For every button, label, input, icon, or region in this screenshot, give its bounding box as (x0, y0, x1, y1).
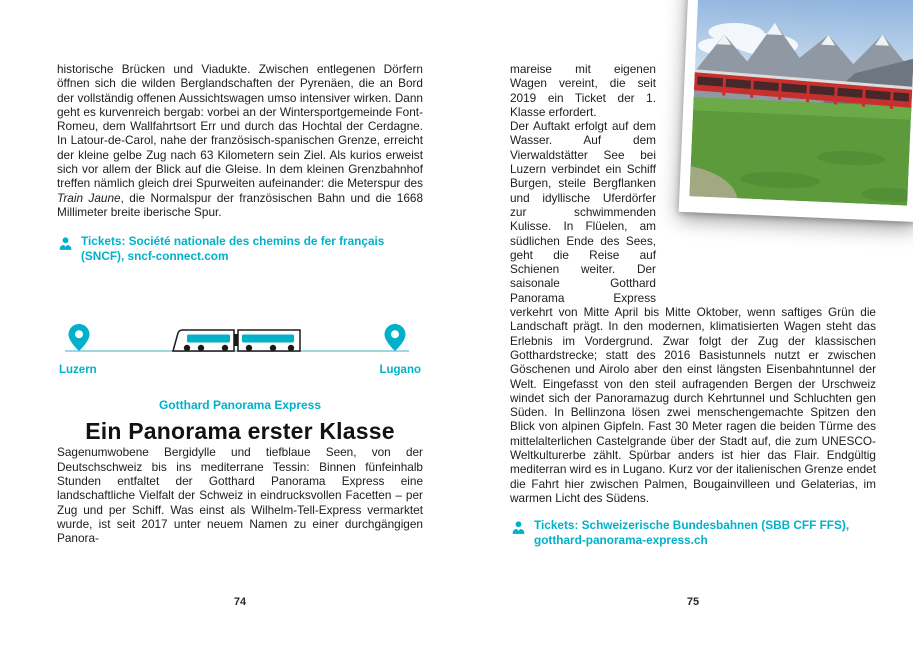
article-title: Ein Panorama erster Klasse (85, 418, 395, 445)
route-station-from: Luzern (59, 364, 97, 377)
ticket-agent-icon (57, 235, 74, 257)
paragraph-journey: Der Auftakt erfolgt auf dem Wasser. Auf dem Vierwaldstätter See bei Luzern verbindet ein Schiff Burgen, steile Bergflanken und idyllische Uferdörfer zur schwimmenden Kulisse. In Flüelen, am südlichen Ende des Sees, geht die Reise auf Schienen weiter. Der saisonale Gotthard Panorama Express verkehrt von Mitte April bis Mitte Oktober, wenn saftiges Grün die Landschaft prägt. In den modernen, klimatisierten Wagen steht das Erlebnis im Vordergrund. Zwar folgt der Zug der klassischen Gotthardstrecke; statt des 2016 Basistunnels nutzt er zwischen Göschenen und Airolo aber den einst längsten Eisenbahntunnel der Welt. Eingefasst von den steil aufragenden Bergen der Urschweiz windet sich der Panoramazug durch Kehrtunnel und Schluchten gen Süden. In Bellinzona lösen zwei menschengemachte Spitzen den Blick von alpinen Gipfeln. Fast 30 Meter ragen die beiden Türme des mittelalterlichen Castelgrande über der Stadt auf, die zum UNESCO-Weltkulturerbe zählt. Spürbar anders ist hier das Flair. Endgültig mediterran wird es in Lugano. Kurz vor der italienischen Grenze endet die Fahrt hier zwischen Palmen, Bougainvilleen und Gelaterias, im warmen Licht des Südens. (510, 119, 876, 505)
paragraph-train-jaune (57, 62, 423, 219)
paragraph-text: historische Brücken und Viadukte. Zwischen entlegenen Dörfern öffnen sich die wilden Berglandschaften der Pyrenäen, die an Bord der vollständig offenen Aussichtswagen umso intensiver wirken. Dann geht es kurvenreich bergab: vorbei an der Wintersportgemeinde Font-Romeu, dem Wallfahrtsort Err und durch das Hochtal der Cerdagne. In Latour-de-Carol, nahe der französisch-spanischen Grenze, erreicht der kleine gelbe Zug nach 63 Kilometern sein Ziel. Als kurios erweist sich vor allem der Blick auf die Gleise. In dem kleinen Grenzbahnhof treffen nämlich gleich drei Spurweiten aufeinander: die Meterspur des (57, 62, 423, 191)
page-left (57, 0, 423, 648)
tickets-links[interactable]: Schweizerische Bundesbahnen (SBB CFF FFS), gotthard-panorama-express.ch (534, 518, 850, 547)
page-right (510, 0, 876, 648)
ticket-agent-icon (510, 519, 527, 541)
map-pin-icon-start (69, 324, 90, 351)
paragraph-text: , die Normalspur der französischen Bahn und die 1668 Millimeter breite iberische Spur. (57, 190, 424, 219)
route-station-to: Lugano (379, 364, 421, 377)
train-photo-image (689, 0, 913, 206)
train-photo (679, 0, 913, 222)
panorama-train-icon (173, 330, 300, 351)
tickets-info-sncf (57, 234, 423, 263)
paragraph-continued: mareise mit eigenen Wagen vereint, die seit 2019 ein Ticket der 1. Klasse erfordert. (510, 62, 656, 119)
tickets-info-sbb (510, 518, 876, 547)
page-number-left: 74 (233, 596, 247, 608)
map-pin-icon-end (385, 324, 406, 351)
tickets-label: Tickets: (534, 518, 582, 533)
article-kicker: Gotthard Panorama Express (158, 398, 322, 413)
tickets-label: Tickets: (81, 234, 129, 249)
page-number-right: 75 (686, 596, 700, 608)
train-jaune-italic: Train Jaune (57, 190, 121, 205)
route-graphic (57, 301, 417, 363)
tickets-links[interactable]: Société nationale des chemins de fer français (SNCF), sncf-connect.com (81, 234, 385, 263)
paragraph-intro: Sagenumwobene Bergidylle und tiefblaue Seen, von der Deutschschweiz bis ins mediterrane Tessin: Binnen fünfeinhalb Stunden entfaltet der Gotthard Panorama Express eine landschaftliche Vielfalt der Schweiz in eindrucksvollen Facetten – per Zug und per Schiff. Was einst als Wilhelm-Tell-Express vermarktet wurde, ist seit 2017 unter neuem Namen zu einer durchgängigen Panora- (57, 445, 423, 546)
route-diagram (57, 301, 423, 376)
